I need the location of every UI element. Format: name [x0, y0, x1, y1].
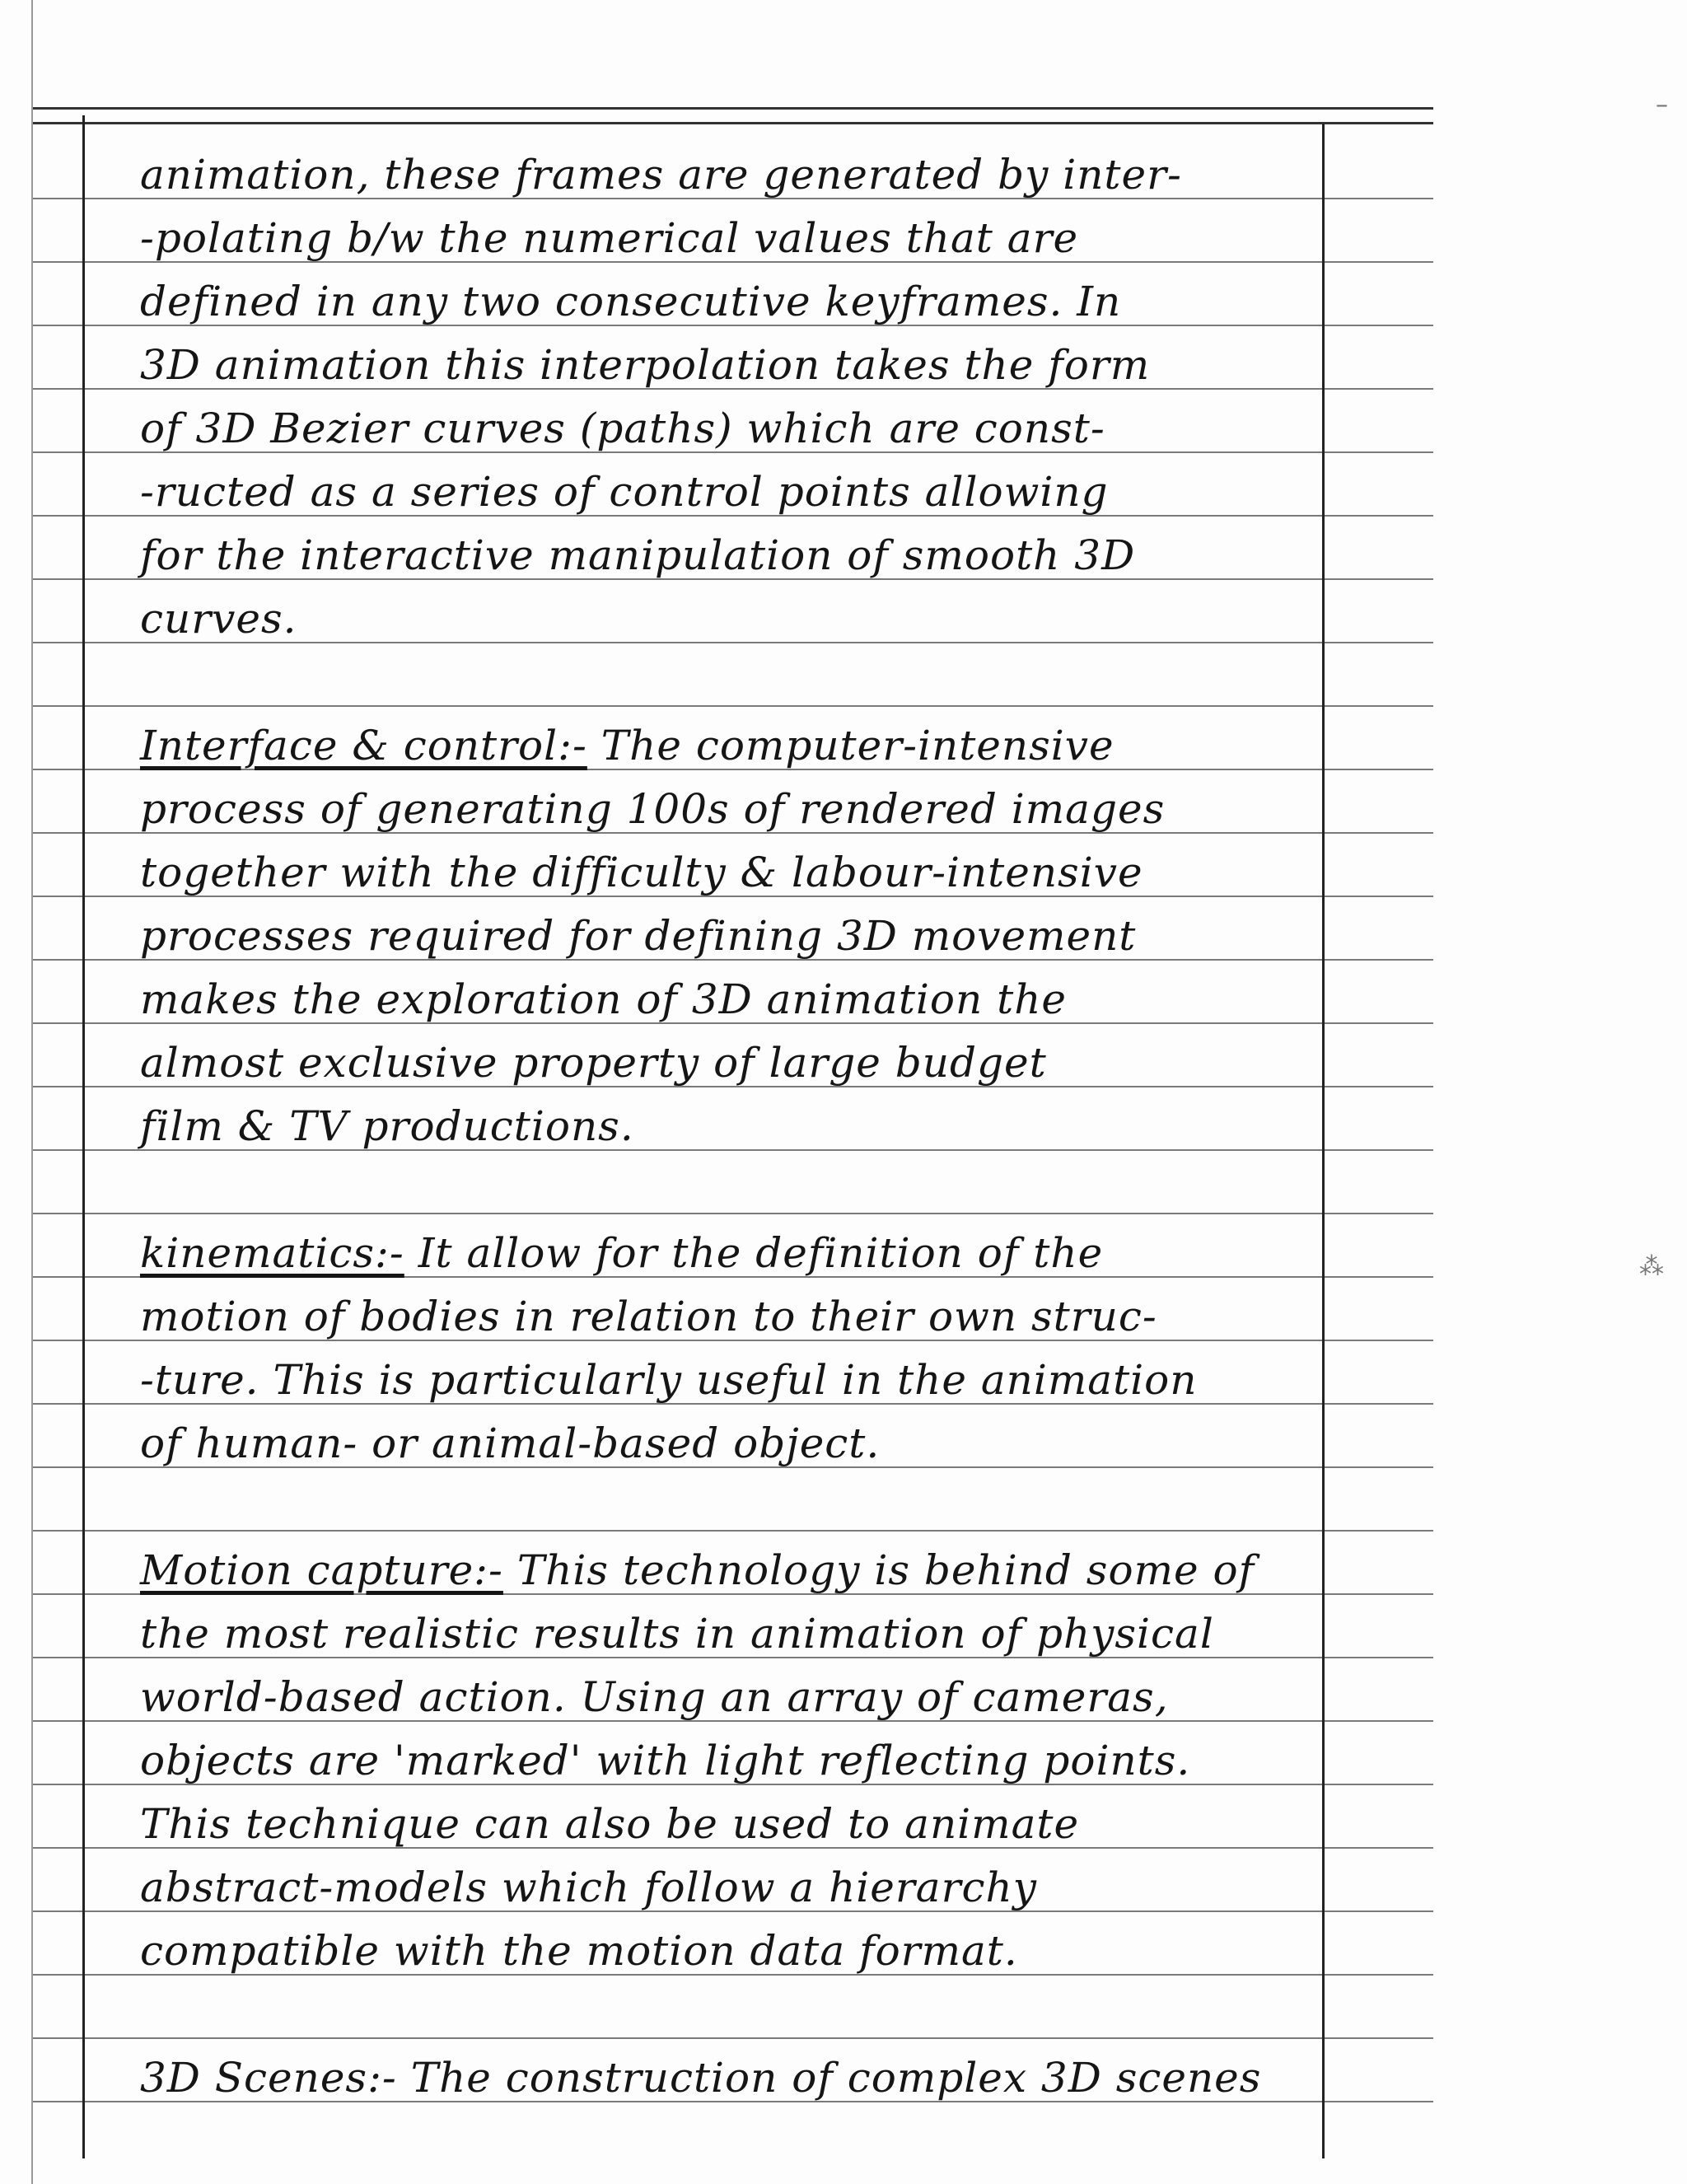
ruled-line [33, 1213, 1433, 1214]
text-line: makes the exploration of 3D animation the [140, 975, 1068, 1023]
text-line: It allow for the definition of the [418, 1229, 1104, 1277]
text-line: The construction of complex 3D scenes [410, 2054, 1262, 2102]
text-line: of human- or animal-based object. [140, 1419, 881, 1467]
text-line: objects are 'marked' with light reflecting points. [140, 1737, 1191, 1784]
section-heading: Motion capture:- [140, 1546, 503, 1594]
text-line: The computer-intensive [600, 722, 1115, 769]
text-line: animation, these frames are generated by inter- [140, 151, 1182, 199]
text-line: -ture. This is particularly useful in the animation [140, 1356, 1198, 1404]
text-line: motion of bodies in relation to their own struc- [140, 1293, 1157, 1340]
text-line: This technique can also be used to animate [140, 1800, 1080, 1848]
text-line: film & TV productions. [140, 1102, 634, 1150]
text-line: This technology is behind some of [516, 1546, 1255, 1594]
text-line: 3D animation this interpolation takes the form [140, 341, 1151, 389]
section-heading: Interface & control:- [140, 722, 587, 769]
text-line: -polating b/w the numerical values that are [140, 214, 1079, 262]
ruled-line [33, 705, 1433, 707]
section-line [140, 721, 1326, 770]
section-line [140, 2053, 1326, 2102]
text-line: of 3D Bezier curves (paths) which are const- [140, 405, 1105, 452]
text-line: together with the difficulty & labour-intensive [140, 849, 1143, 896]
scan-speck: – [1656, 91, 1668, 119]
text-line: compatible with the motion data format. [140, 1927, 1018, 1975]
top-rule [33, 107, 1433, 110]
text-line: almost exclusive property of large budget [140, 1039, 1047, 1087]
section-line [140, 1228, 1326, 1278]
text-line: process of generating 100s of rendered images [140, 785, 1166, 833]
section-line [140, 1546, 1326, 1595]
text-line: for the interactive manipulation of smooth 3D [140, 531, 1136, 579]
text-line: curves. [140, 595, 297, 643]
text-line: -ructed as a series of control points allowing [140, 468, 1109, 516]
section-heading: 3D Scenes:- [140, 2054, 397, 2102]
ruled-line [33, 1530, 1433, 1532]
text-line: processes required for defining 3D movement [140, 912, 1137, 960]
left-margin-line [82, 115, 85, 2158]
top-rule-2 [33, 122, 1433, 124]
section-heading: kinematics:- [140, 1229, 404, 1277]
text-line: the most realistic results in animation of physical [140, 1610, 1214, 1658]
text-line: world-based action. Using an array of cameras, [140, 1673, 1169, 1721]
page-edge-line [31, 0, 33, 2184]
text-line: defined in any two consecutive keyframes. In [140, 278, 1122, 325]
ruled-line [33, 2037, 1433, 2039]
text-line: abstract-models which follow a hierarchy [140, 1864, 1037, 1911]
scan-speck: ⁂ [1639, 1252, 1664, 1281]
